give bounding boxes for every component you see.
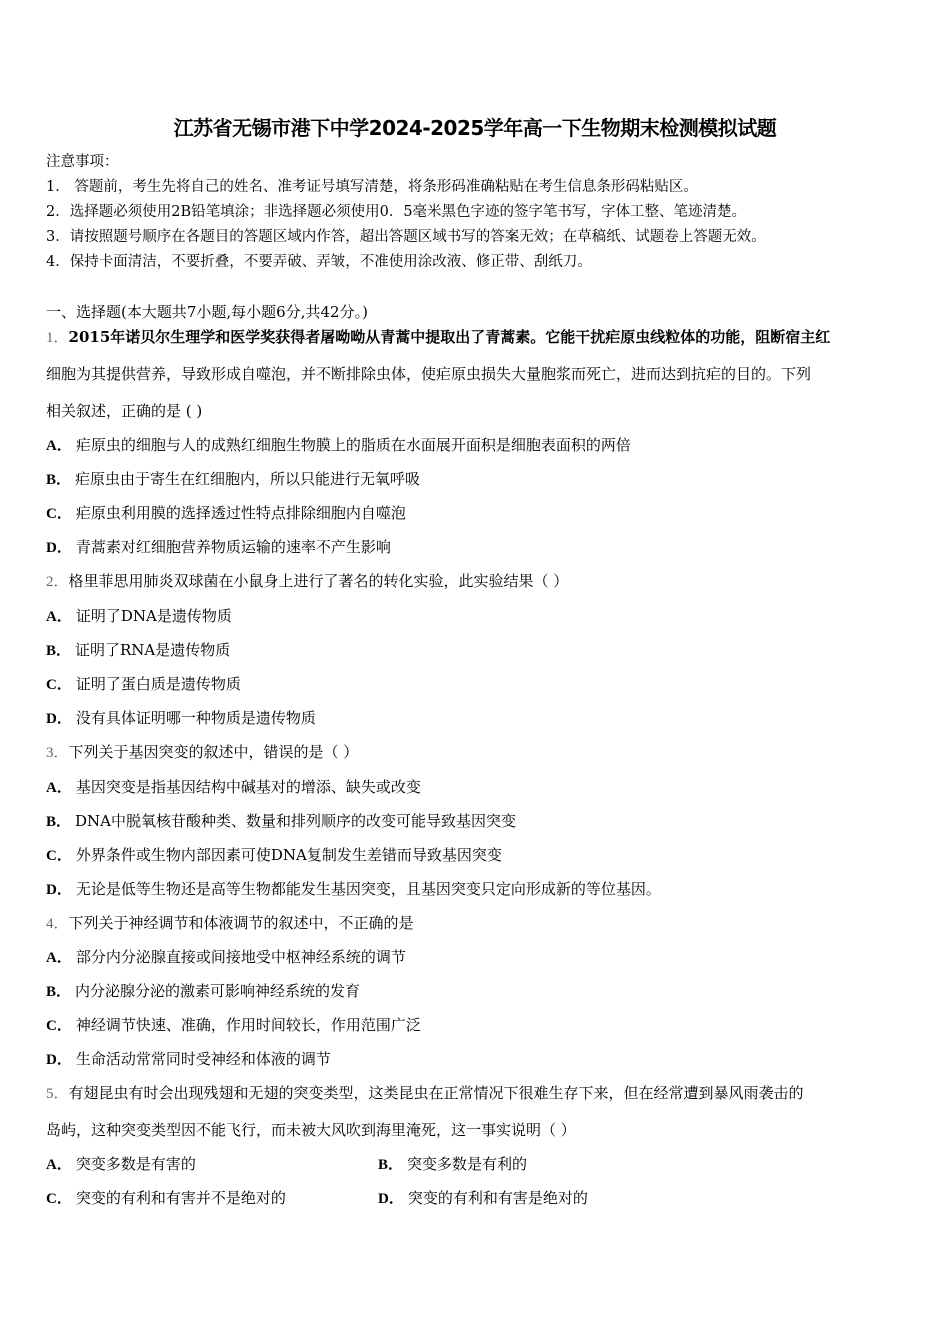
option-c	[46, 1015, 421, 1036]
option-text: 神经调节快速、准确，作用时间较长，作用范围广泛	[75, 1016, 421, 1034]
option-label: C．	[46, 848, 72, 864]
option-c	[46, 503, 406, 524]
option-a	[46, 1154, 196, 1175]
question-text: 有翅昆虫有时会出现残翅和无翅的突变类型，这类昆虫在正常情况下很难生存下来，但在经常遭到暴风雨袭击的	[68, 1084, 804, 1102]
question-number: 5．	[46, 1086, 69, 1102]
option-d	[46, 708, 316, 729]
question-5-line-1	[46, 1083, 804, 1104]
option-label: A．	[46, 950, 72, 966]
option-text: 疟原虫的细胞与人的成熟红细胞生物膜上的脂质在水面展开面积是细胞表面积的两倍	[75, 436, 631, 454]
option-a	[46, 777, 421, 798]
note-item-1: 1． 答题前，考生先将自己的姓名、准考证号填写清楚，将条形码准确粘贴在考生信息条形码粘贴区。	[46, 179, 698, 195]
question-1-line-1	[46, 327, 830, 348]
option-label: A．	[46, 609, 72, 625]
option-label: D．	[46, 882, 72, 898]
option-b	[46, 640, 230, 661]
option-c	[46, 845, 502, 866]
option-a	[46, 606, 232, 627]
option-label: A．	[46, 1157, 72, 1173]
question-text: 下列关于神经调节和体液调节的叙述中，不正确的是	[68, 914, 414, 932]
note-item-4: 4．保持卡面清洁，不要折叠，不要弄破、弄皱，不准使用涂改液、修正带、刮纸刀。	[46, 254, 592, 270]
option-b	[46, 469, 420, 490]
option-text: 突变多数是有害的	[75, 1155, 196, 1173]
question-text: 2015年诺贝尔生理学和医学奖获得者屠呦呦从青蒿中提取出了青蒿素。它能干扰疟原虫线粒体的功能，阻断宿主红	[68, 328, 831, 346]
section-heading: 一、选择题(本大题共7小题,每小题6分,共42分。)	[46, 303, 368, 321]
option-text: DNA中脱氧核苷酸种类、数量和排列顺序的改变可能导致基因突变	[75, 812, 517, 830]
notes-heading: 注意事项：	[46, 154, 119, 170]
option-label: C．	[46, 506, 72, 522]
option-text: 突变多数是有利的	[407, 1155, 528, 1173]
option-label: D．	[46, 540, 72, 556]
option-label: A．	[46, 780, 72, 796]
option-c	[46, 1188, 286, 1209]
option-text: 基因突变是指基因结构中碱基对的增添、缺失或改变	[75, 778, 421, 796]
option-b	[46, 811, 516, 832]
option-text: 无论是低等生物还是高等生物都能发生基因突变，且基因突变只定向形成新的等位基因。	[75, 880, 661, 898]
question-5-line-2: 岛屿，这种突变类型因不能飞行，而未被大风吹到海里淹死，这一事实说明（ ）	[46, 1121, 576, 1139]
option-c	[46, 674, 241, 695]
option-label: B．	[46, 472, 72, 488]
option-label: B．	[46, 643, 72, 659]
option-text: 证明了DNA是遗传物质	[75, 607, 232, 625]
option-label: A．	[46, 438, 72, 454]
option-text: 青蒿素对红细胞营养物质运输的速率不产生影响	[75, 538, 391, 556]
option-text: 内分泌腺分泌的激素可影响神经系统的发育	[75, 982, 361, 1000]
question-number: 3．	[46, 745, 69, 761]
question-1-line-2: 细胞为其提供营养，导致形成自噬泡，并不断排除虫体，使疟原虫损失大量胞浆而死亡，进而达到抗疟的目的。下列	[46, 365, 812, 383]
question-number: 2．	[46, 574, 69, 590]
option-text: 部分内分泌腺直接或间接地受中枢神经系统的调节	[75, 948, 406, 966]
option-text: 没有具体证明哪一种物质是遗传物质	[75, 709, 316, 727]
option-label: D．	[46, 711, 72, 727]
option-label: D．	[378, 1191, 404, 1207]
option-d	[46, 1049, 331, 1070]
option-label: C．	[46, 1018, 72, 1034]
option-d	[378, 1188, 588, 1209]
option-label: D．	[46, 1052, 72, 1068]
question-4-line-1	[46, 913, 414, 934]
option-text: 生命活动常常同时受神经和体液的调节	[75, 1050, 331, 1068]
question-text: 下列关于基因突变的叙述中，错误的是（ ）	[68, 743, 359, 761]
option-a	[46, 435, 631, 456]
option-label: C．	[46, 677, 72, 693]
page-title: 江苏省无锡市港下中学2024-2025学年高一下生物期末检测模拟试题	[173, 116, 777, 140]
option-label: B．	[46, 814, 72, 830]
question-3-line-1	[46, 742, 358, 763]
note-item-2: 2．选择题必须使用2B铅笔填涂；非选择题必须使用0．5毫米黑色字迹的签字笔书写，字体工整、笔迹清楚。	[46, 204, 747, 220]
option-label: C．	[46, 1191, 72, 1207]
option-text: 突变的有利和有害并不是绝对的	[75, 1189, 286, 1207]
note-item-3: 3．请按照题号顺序在各题目的答题区域内作答，超出答题区域书写的答案无效；在草稿纸、试题卷上答题无效。	[46, 229, 766, 245]
option-text: 疟原虫由于寄生在红细胞内，所以只能进行无氧呼吸	[75, 470, 421, 488]
option-d	[46, 537, 391, 558]
option-text: 证明了蛋白质是遗传物质	[75, 675, 241, 693]
option-label: B．	[46, 984, 72, 1000]
question-2-line-1	[46, 571, 568, 592]
option-b	[378, 1154, 527, 1175]
option-text: 疟原虫利用膜的选择透过性特点排除细胞内自噬泡	[75, 504, 406, 522]
option-text: 突变的有利和有害是绝对的	[407, 1189, 588, 1207]
option-text: 证明了RNA是遗传物质	[75, 641, 231, 659]
question-text: 格里菲思用肺炎双球菌在小鼠身上进行了著名的转化实验，此实验结果（ ）	[68, 572, 569, 590]
question-number: 4．	[46, 916, 69, 932]
question-number: 1．	[46, 330, 69, 346]
option-a	[46, 947, 406, 968]
option-text: 外界条件或生物内部因素可使DNA复制发生差错而导致基因突变	[75, 846, 502, 864]
option-label: B．	[378, 1157, 404, 1173]
question-1-line-3: 相关叙述，正确的是 ( )	[46, 402, 203, 420]
option-d	[46, 879, 661, 900]
option-b	[46, 981, 360, 1002]
